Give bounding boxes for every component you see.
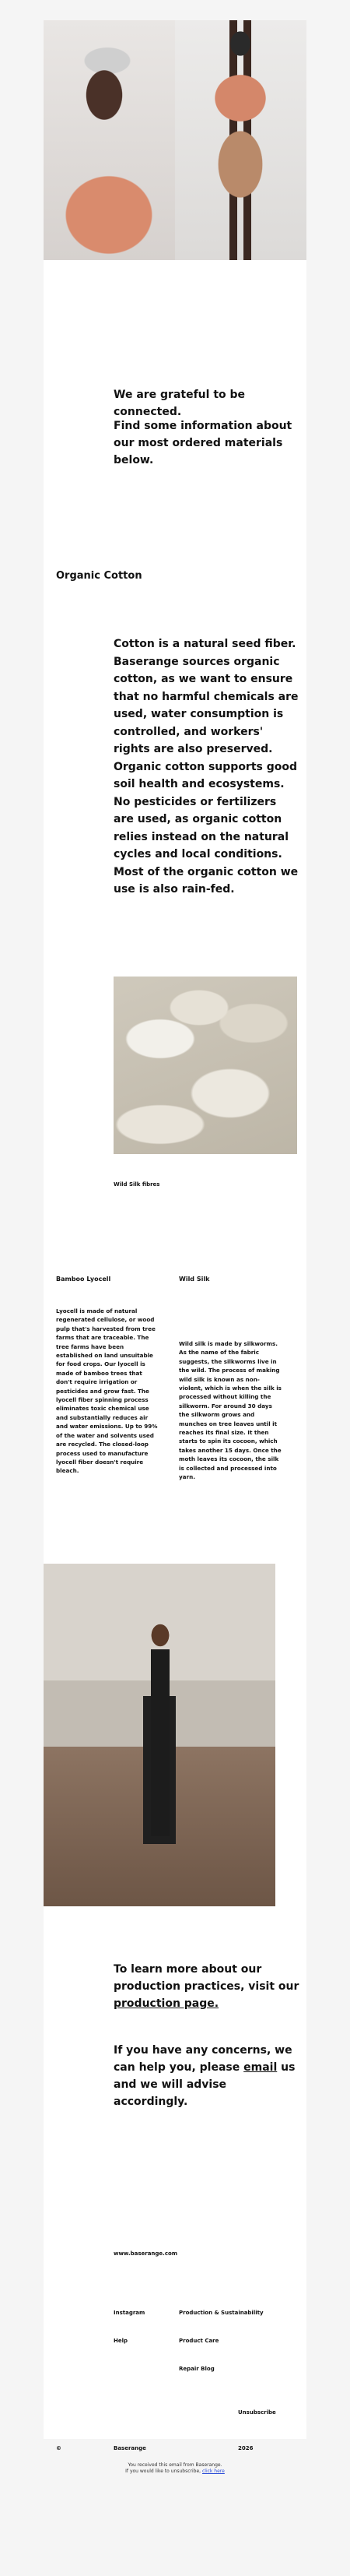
production-page-link[interactable]: production page. bbox=[114, 1997, 219, 2010]
notice-unsubscribe-link[interactable]: click here bbox=[201, 2469, 225, 2474]
intro-text: Find some information about our most ordered materials below. bbox=[114, 420, 292, 466]
silk-image-caption: Wild Silk fibres bbox=[114, 1181, 160, 1188]
help-link[interactable]: Help bbox=[114, 2338, 128, 2344]
bamboo-lyocell-title: Bamboo Lyocell bbox=[56, 1276, 111, 1283]
footer-year: 2026 bbox=[238, 2445, 254, 2451]
model-black-dress-image[interactable] bbox=[44, 1564, 275, 1906]
production-info-text: To learn more about our production practices, visit our production page. bbox=[114, 1963, 299, 2010]
hero-image-back[interactable] bbox=[175, 20, 306, 260]
bamboo-lyocell-text: Lyocell is made of natural regenerated cellulose, or wood pulp that's harvested from tree farms that are traceable. The tree farms have been established on land unsuitable for food crops. Our lyocell is made of bamboo trees that don't require irrigation or pesticides and grow fast. The lyocell fiber spinning process eliminates toxic chemical use and substantially reduces air and water emissions. Up to 99% of the water and solvents used are recycled. The closed-loop process used to manufacture lyocell fiber doesn't require bleach. bbox=[56, 1307, 158, 1475]
hero-images bbox=[44, 20, 306, 260]
hero-image-front[interactable] bbox=[44, 20, 175, 260]
email-link[interactable]: email bbox=[243, 2061, 278, 2074]
wild-silk-title: Wild Silk bbox=[179, 1276, 210, 1283]
help-text: If you have any concerns, we can help you, please email us and we will advise accordingly. bbox=[114, 2044, 296, 2108]
website-link[interactable]: www.baserange.com bbox=[114, 2250, 178, 2257]
organic-cotton-text: Cotton is a natural seed fiber. Baserange sources organic cotton, as we want to ensure that no harmful chemicals are used, water consumption is controlled, and workers' rights are also preserved. Organic cotton supports good soil health and ecosystems. No pesticides or fertilizers are used, as organic cotton relies instead on the natural cycles and local conditions. Most of the organic cotton we use is also rain-fed. bbox=[114, 638, 299, 896]
email-notice: You received this email from Baserange. If you would like to unsubscribe, click here bbox=[125, 2462, 225, 2474]
wild-silk-text: Wild silk is made by silkworms. As the name of the fabric suggests, the silkworms live in the wild. The process of making wild silk is known as non-violent, which is when the silk is processed without killing the silkworm. For around 30 days the silkworm grows and munches on tree leaves until it reaches its final size. It then starts to spin its cocoon, which takes another 15 days. Once the moth leaves its cocoon, the silk is collected and processed into yarn. bbox=[179, 1340, 282, 1481]
production-sustainability-link[interactable]: Production & Sustainability bbox=[179, 2310, 264, 2316]
notice-line-1: You received this email from Baserange. bbox=[128, 2462, 222, 2468]
intro-greeting: We are grateful to be connected. bbox=[114, 389, 246, 418]
product-care-link[interactable]: Product Care bbox=[179, 2338, 219, 2344]
organic-cotton-title: Organic Cotton bbox=[56, 570, 142, 582]
wild-silk-fibres-image bbox=[114, 977, 297, 1154]
copyright-symbol: © bbox=[56, 2445, 61, 2451]
footer-brand: Baserange bbox=[114, 2445, 146, 2451]
instagram-link[interactable]: Instagram bbox=[114, 2310, 145, 2316]
repair-blog-link[interactable]: Repair Blog bbox=[179, 2366, 215, 2372]
unsubscribe-link[interactable]: Unsubscribe bbox=[238, 2409, 276, 2416]
email-body bbox=[44, 20, 306, 2451]
